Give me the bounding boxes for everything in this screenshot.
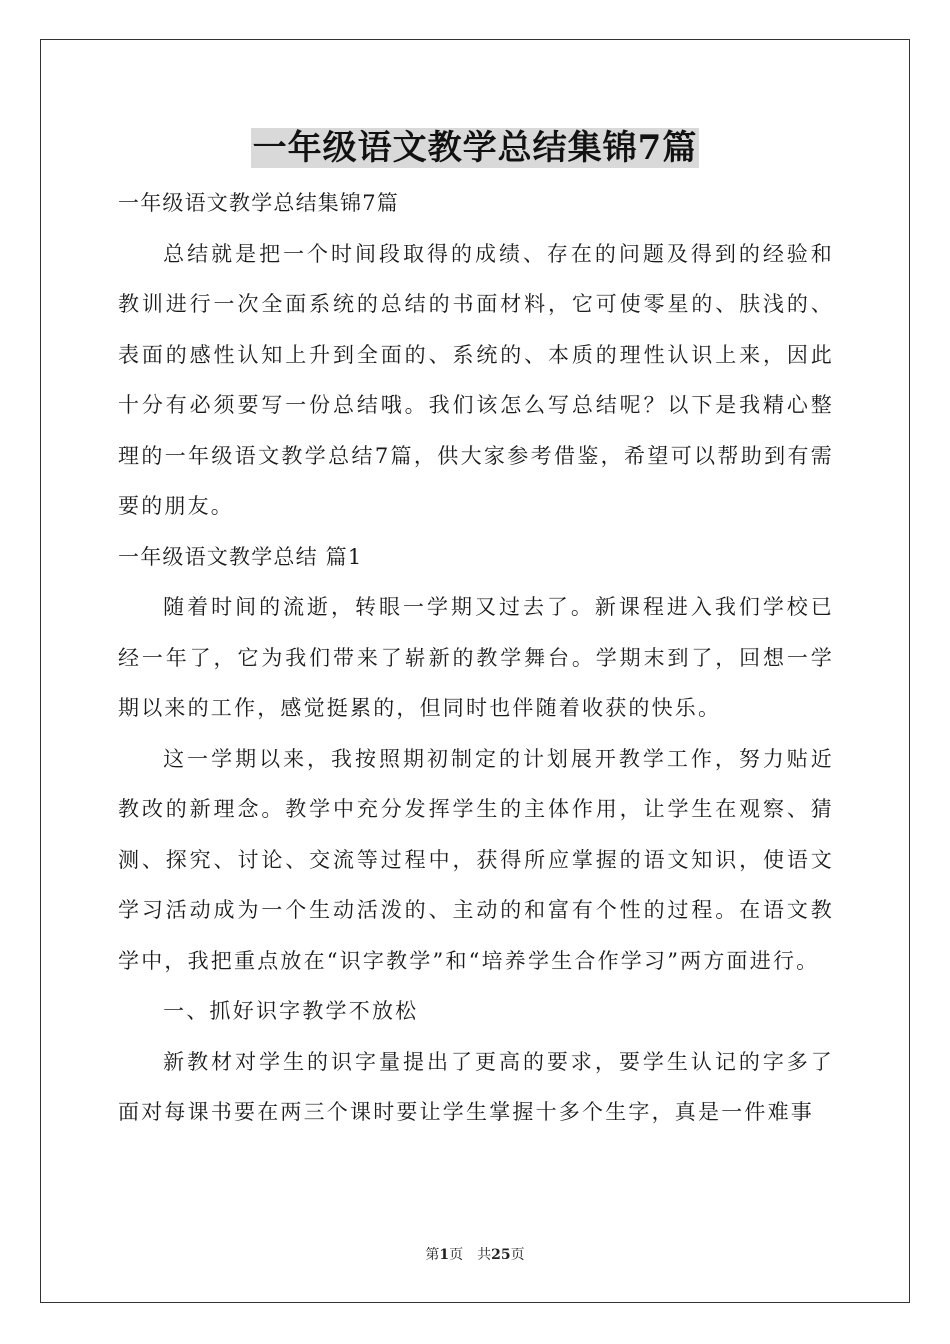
page-prefix: 第	[425, 1247, 440, 1263]
document-title-text: 一年级语文教学总结集锦7篇	[252, 128, 698, 168]
page-suffix: 页	[449, 1247, 464, 1263]
paragraph-subheading-1: 一、抓好识字教学不放松	[163, 999, 419, 1023]
paragraph-heading-0: 一年级语文教学总结集锦7篇	[118, 191, 399, 215]
document-body	[118, 178, 834, 1138]
total-suffix: 页	[510, 1247, 525, 1263]
paragraph-body-3: 新教材对学生的识字量提出了更高的要求，要学生认记的字多了面对每课书要在两三个课时要让学生掌握十多个生字，真是一件难事	[118, 1049, 834, 1124]
total-prefix: 共	[477, 1247, 492, 1263]
paragraph-intro: 总结就是把一个时间段取得的成绩、存在的问题及得到的经验和教训进行一次全面系统的总结的书面材料，它可使零星的、肤浅的、表面的感性认知上升到全面的、系统的、本质的理性认识上来，因此十分有必须要写一份总结哦。我们该怎么写总结呢？以下是我精心整理的一年级语文教学总结7篇，供大家参考借鉴，希望可以帮助到有需要的朋友。	[118, 241, 834, 518]
page-current: 1	[439, 1247, 450, 1263]
document-title	[0, 126, 950, 170]
page-total: 25	[491, 1247, 511, 1263]
paragraph-body-2: 这一学期以来，我按照期初制定的计划展开教学工作，努力贴近教改的新理念。教学中充分发挥学生的主体作用，让学生在观察、猜测、探究、讨论、交流等过程中，获得所应掌握的语文知识，使语文学习活动成为一个生动活泼的、主动的和富有个性的过程。在语文教学中，我把重点放在“识字教学”和“培养学生合作学习”两方面进行。	[118, 746, 834, 973]
paragraph-body-1: 随着时间的流逝，转眼一学期又过去了。新课程进入我们学校已经一年了，它为我们带来了崭新的教学舞台。学期末到了，回想一学期以来的工作，感觉挺累的，但同时也伴随着收获的快乐。	[118, 595, 834, 720]
paragraph-heading-1: 一年级语文教学总结 篇1	[118, 544, 363, 569]
page-footer	[0, 1244, 950, 1264]
